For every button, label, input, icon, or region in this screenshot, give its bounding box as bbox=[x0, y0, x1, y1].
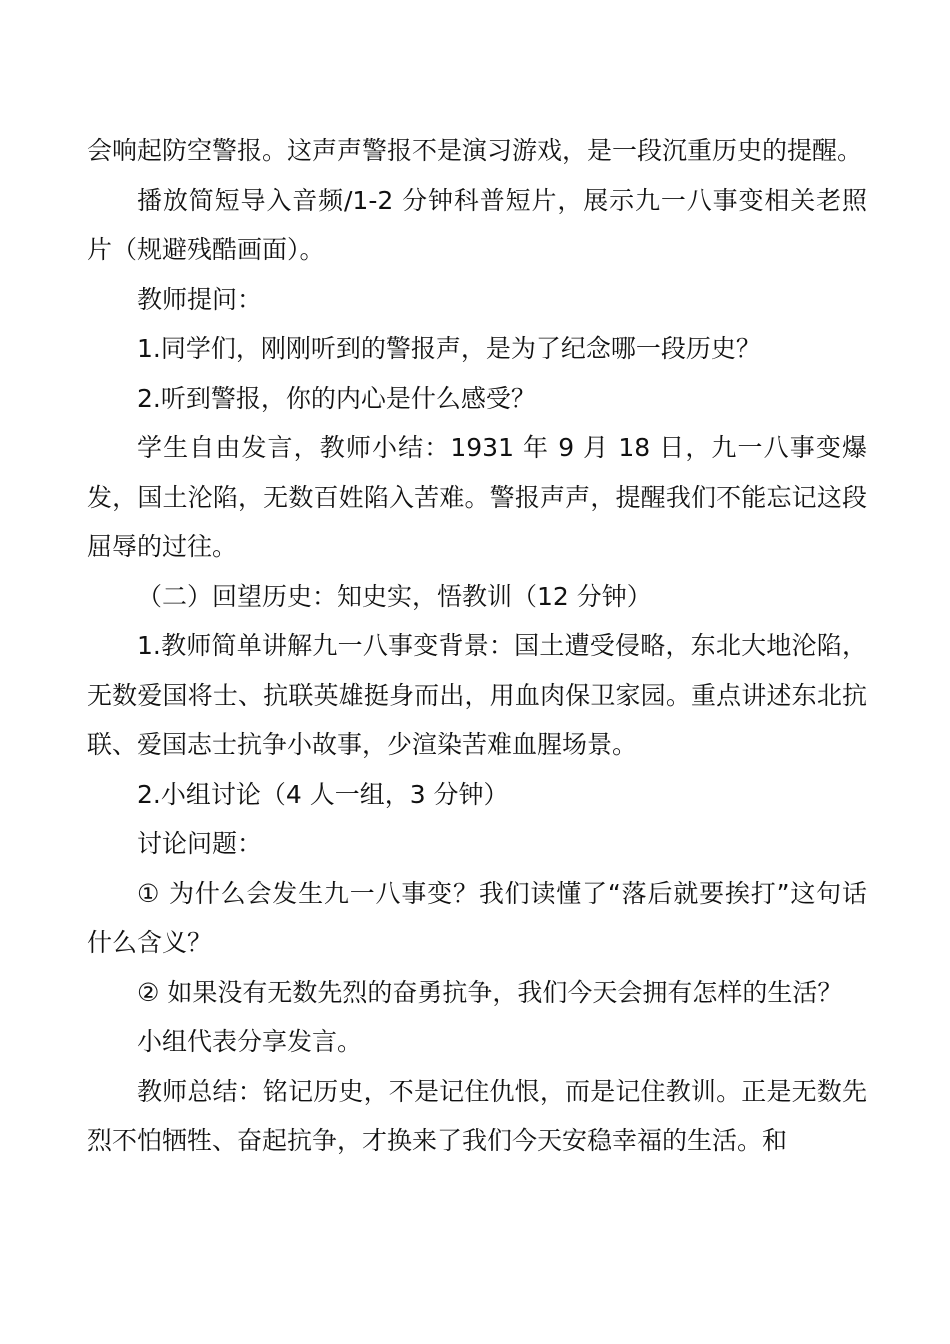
discussion-question-1: ① 为什么会发生九一八事变？我们读懂了“落后就要挨打”这句话什么含义？ bbox=[87, 878, 867, 957]
paragraph-continuation: 会响起防空警报。这声声警报不是演习游戏，是一段沉重历史的提醒。 bbox=[87, 136, 863, 165]
paragraph-group-discussion: 2.小组讨论（4 人一组，3 分钟） bbox=[137, 779, 509, 809]
paragraph-group-share: 小组代表分享发言。 bbox=[137, 1027, 363, 1056]
paragraph-discussion-label: 讨论问题： bbox=[137, 829, 263, 858]
section-heading-review-history: （二）回望历史：知史实，悟教训（12 分钟） bbox=[137, 581, 652, 611]
paragraph-intro-media: 播放简短导入音频/1-2 分钟科普短片，展示九一八事变相关老照片（规避残酷画面）。 bbox=[87, 185, 867, 264]
question-item-1: 1.同学们，刚刚听到的警报声，是为了纪念哪一段历史？ bbox=[137, 334, 761, 363]
question-item-2: 2.听到警报，你的内心是什么感受？ bbox=[137, 383, 536, 413]
paragraph-teacher-question-label: 教师提问： bbox=[137, 284, 263, 314]
paragraph-student-summary: 学生自由发言，教师小结：1931 年 9 月 18 日，九一八事变爆发，国土沦陷，无数百姓陷入苦难。警报声声，提醒我们不能忘记这段屈辱的过往。 bbox=[87, 433, 867, 561]
discussion-question-2: ② 如果没有无数先烈的奋勇抗争，我们今天会拥有怎样的生活？ bbox=[137, 977, 843, 1007]
paragraph-background-explanation: 1.教师简单讲解九一八事变背景：国土遭受侵略，东北大地沦陷，无数爱国将士、抗联英雄挺身而出，用血肉保卫家园。重点讲述东北抗联、爱国志士抗争小故事，少渲染苦难血腥场景。 bbox=[87, 631, 867, 759]
document-body bbox=[87, 126, 867, 1166]
paragraph-teacher-conclusion: 教师总结：铭记历史，不是记住仇恨，而是记住教训。正是无数先烈不怕牺牲、奋起抗争，才换来了我们今天安稳幸福的生活。和 bbox=[87, 1076, 867, 1155]
